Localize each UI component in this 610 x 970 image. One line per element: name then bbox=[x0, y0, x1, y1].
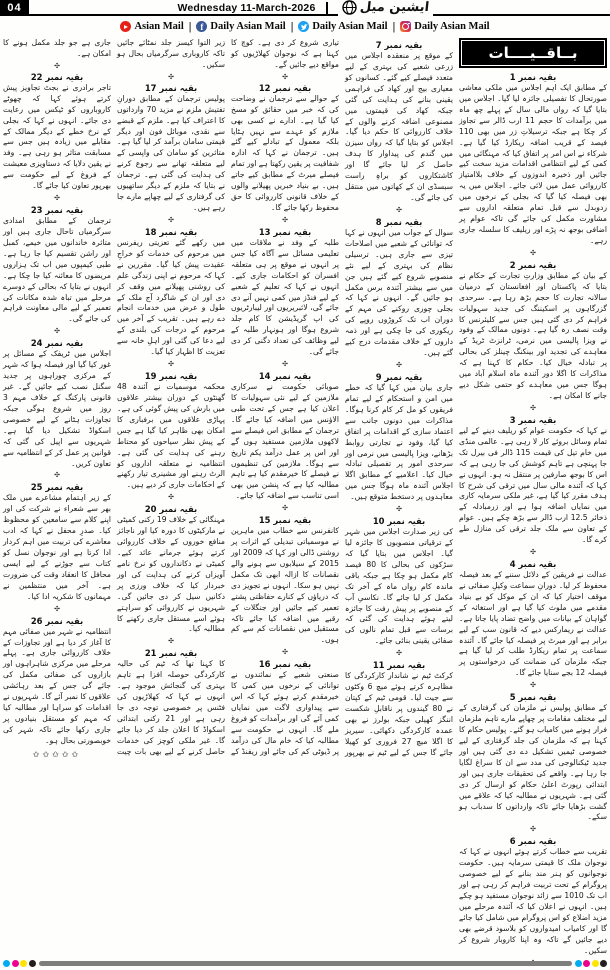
article-section bbox=[231, 515, 339, 656]
masthead-logo bbox=[338, 0, 433, 18]
social-label: Daily Asian Mail bbox=[414, 21, 490, 32]
article-text: نے کہا کہ حکومت عوام کو ریلیف دینے کے لیے تمام وسائل بروئے کار لا رہی ہے۔ عالمی منڈی میں خام تیل کی قیمت 115 ڈالر فی بیرل تک جا پہنچی ہے تاہم کوشش کی جا رہی ہے کہ اس کا بوجھ صارفین پر منتقل نہ ہو۔ انہوں نے کہا کہ آئندہ مالی سال میں ترقی کی شرح کا ہدف مقرر کیا گیا ہے، غیر ملکی سرمایہ کاری میں نمایاں اضافہ ہوا ہے اور زرمبادلہ کے ذخائر 12.5 ارب ڈالر سے بڑھ چکے ہیں۔ عوام کے تعاون سے ملک جلد ترقی کی منازل طے کرے گا۔ bbox=[459, 425, 608, 545]
continuation-marker: بقیہ نمبر 21 bbox=[144, 648, 198, 659]
section-ornament: ✣ bbox=[530, 825, 536, 834]
section-ornament: ✣ bbox=[530, 681, 536, 690]
article-section bbox=[459, 260, 607, 412]
section-ornament: ✣ bbox=[168, 215, 174, 224]
registration-dot bbox=[575, 960, 582, 967]
continuation-marker: بقیہ نمبر 3 bbox=[509, 414, 557, 425]
continuation-marker: بقیہ نمبر 15 bbox=[258, 515, 312, 526]
header-divider bbox=[326, 2, 328, 14]
continuation-marker: بقیہ نمبر 16 bbox=[258, 659, 312, 670]
article-section bbox=[3, 72, 111, 202]
section-ornament: ✣ bbox=[54, 194, 60, 203]
continuation-marker: بقیہ نمبر 11 bbox=[372, 660, 426, 671]
article-text: کی زیر صدارت اجلاس میں شہر کے ترقیاتی منصوبوں کا جائزہ لیا گیا۔ اجلاس میں بتایا گیا کہ سڑکوں کی بحالی کا 80 فیصد کام مکمل ہو چکا ہے جبکہ باقی ماندہ کام رواں ماہ کے آخر تک مکمل کر لیا جائے گا۔ نکاسیِ آب کے منصوبے پر پیش رفت کا جائزہ لیتے ہوئے ہدایت کی گئی کہ برسات سے قبل تمام نالوں کی صفائی یقینی بنائی جائے۔ bbox=[345, 527, 453, 646]
article-section bbox=[459, 692, 607, 833]
continuation-marker: بقیہ نمبر 12 bbox=[258, 82, 312, 93]
section-ornament: ✣ bbox=[282, 504, 288, 513]
article-text: کا کہنا تھا کہ ٹیم کی حالیہ کارکردگی حوصلہ افزا ہے تاہم بہتری کی گنجائش موجود ہے۔ انہوں نے کہا کہ کھلاڑیوں کی فٹنس پر خصوصی توجہ دی جا رہی ہے اور 21 رکنی ابتدائی اسکواڈ کا اعلان جلد کر دیا جائے گا۔ غیر ملکی کوچز کی خدمات حاصل کرنے کے لیے بھی بات چیت جاری ہے جو جلد مکمل ہونے کا امکان ہے۔ bbox=[3, 38, 225, 756]
section-ornament: ✣ bbox=[530, 248, 536, 257]
registration-dot bbox=[600, 960, 607, 967]
article-text: اجلاس میں ٹریفک کے مسائل پر غور کیا گیا اور فیصلہ ہوا کہ شہر کے مرکزی چوراہوں پر جدید سگنل نصب کیے جائیں گے۔ غیر قانونی پارکنگ کے خلاف مہم 3 روز میں شروع ہوگی جبکہ تجاوزات ہٹانے کے لیے خصوصی اسکواڈ تشکیل دیا گیا ہے۔ شہریوں سے اپیل کی گئی کہ قوانین پر عمل کر کے انتظامیہ سے تعاون کریں۔ bbox=[3, 349, 111, 468]
continuation-marker: بقیہ نمبر 2 bbox=[509, 259, 557, 270]
section-ornament: ✣ bbox=[54, 327, 60, 336]
article-section bbox=[345, 217, 453, 369]
article-text: کے موقع پر منعقدہ اجلاس میں زرعی شعبے کی بہتری کے لیے متعدد فیصلے کیے گئے۔ کسانوں کو معیاری بیج اور کھاد کی فراہمی یقینی بنانے کی ہدایت کی گئی جبکہ کھاد کی قیمتوں میں مصنوعی اضافہ کرنے والوں کے خلاف کارروائی کا حکم دیا گیا۔ اجلاس کو بتایا گیا کہ رواں سیزن میں گندم کی پیداوار کا ہدف حاصل کر لیا جائے گا اور کاشتکاروں کو براہِ راست سبسڈی ان کے کھاتوں میں منتقل کی جائے گی۔ bbox=[345, 51, 453, 202]
article-text: صوبائی حکومت نے سرکاری ملازمین کے لیے نئی سہولیات کا اعلان کیا ہے جس کے تحت طبی الاؤنس میں اضافہ کیا جائے گا۔ ترجمان کے مطابق اس فیصلے سے لاکھوں ملازمین مستفید ہوں گے اور اس پر عمل درآمد یکم تاریخ سے ہوگا۔ ملازمین کی تنظیموں نے فیصلے کا خیرمقدم کیا ہے تاہم مطالبہ کیا ہے کہ پنشن میں بھی اسی تناسب سے اضافہ کیا جائے۔ bbox=[231, 382, 339, 501]
article-section bbox=[117, 227, 225, 368]
social-separator: | bbox=[392, 19, 396, 33]
continuation-marker: بقیہ نمبر 19 bbox=[144, 371, 198, 382]
article-text: محکمہ موسمیات نے آئندہ 48 گھنٹوں کے دوران بیشتر علاقوں میں بارش کی پیش گوئی کی ہے۔ پہاڑی علاقوں میں برفباری کا امکان بھی ظاہر کیا گیا ہے جس کے پیش نظر سیاحوں کو محتاط رہنے کی ہدایت کی گئی ہے۔ انتظامیہ نے متعلقہ اداروں کو الرٹ رہنے اور مشینری تیار رکھنے کے احکامات جاری کر دیے ہیں۔ bbox=[117, 382, 225, 490]
article-section bbox=[3, 482, 111, 612]
section-ornament: ✣ bbox=[54, 471, 60, 480]
continuation-marker: بقیہ نمبر 4 bbox=[509, 559, 557, 570]
section-ornament: ✣ bbox=[396, 205, 402, 214]
article-text: طلبہ کے وفد نے ملاقات میں تعلیمی مسائل سے آگاہ کیا جس پر انہوں نے موقع پر ہی متعلقہ افسران کو احکامات جاری کیے۔ انہوں نے کہا کہ تعلیم کے شعبے کے لیے فنڈز میں کمی نہیں آنے دی جائے گی، لائبریریوں اور لیبارٹریوں کی اپ گریڈیشن کا کام جلد شروع ہوگا اور ہونہار طلبہ کے لیے وظائف کی تعداد دگنی کر دی جائے گی۔ bbox=[231, 237, 339, 357]
facebook-icon: f bbox=[196, 21, 207, 32]
social-label: Asian Mail bbox=[134, 21, 184, 32]
social-item-youtube bbox=[120, 21, 183, 32]
registration-bar bbox=[39, 961, 572, 966]
continuation-marker: بقیہ نمبر 7 bbox=[375, 40, 423, 50]
continuation-marker: بقیہ نمبر 23 bbox=[30, 205, 84, 216]
article-text: پولیس ترجمان کے مطابق دورانِ تفتیش ملزم نے مزید 70 وارداتوں کا اعتراف کیا ہے۔ ملزم کے قبضے سے نقدی، موبائل فون اور دیگر قیمتی سامان برآمد کر لیا گیا ہے۔ متاثرین کو سامان کی واپسی کے لیے متعلقہ تھانے سے رجوع کرنے کی ہدایت کی گئی ہے۔ ترجمان نے بتایا کہ ملزم کے دیگر ساتھیوں کی گرفتاری کے لیے چھاپے مارے جا رہے ہیں۔ bbox=[117, 93, 225, 212]
article-section bbox=[459, 72, 607, 257]
social-item-twitter bbox=[298, 21, 387, 32]
continuation-marker: بقیہ نمبر 9 bbox=[375, 371, 423, 382]
article-text: کے زیر اہتمام مشاعرے میں ملک بھر سے شعراء نے شرکت کی اور اپنے کلام سے سامعین کو محظوظ کیا۔ صدرِ محفل نے کہا کہ ادب معاشرے کی تربیت میں اہم کردار ادا کرتا ہے اور نوجوان نسل کو کتاب سے جوڑنے کے لیے ایسی محافل کا انعقاد وقت کی ضرورت ہے۔ آخر میں منتظمین نے مہمانوں کا شکریہ ادا کیا۔ bbox=[3, 493, 111, 601]
article-section bbox=[345, 516, 453, 657]
continuation-marker: بقیہ نمبر 24 bbox=[30, 338, 84, 349]
article-text: صنعتی شعبے کے نمائندوں نے توانائی کے نرخوں میں کمی کا خیرمقدم کرتے ہوئے کہا کہ اس سے پیداواری لاگت میں نمایاں کمی آئے گی اور برآمدات کو فروغ ملے گا۔ انہوں نے حکومت سے مطالبہ کیا کہ خام مال کی درآمد پر ڈیوٹی کم کی جائے اور ریفنڈ کے زیر التوا کیسز جلد نمٹائے جائیں تاکہ کاروباری سرگرمیاں بحال ہو سکیں۔ bbox=[117, 38, 339, 756]
section-ornament: ✣ bbox=[530, 403, 536, 412]
registration-dots-right bbox=[575, 960, 608, 967]
continuation-marker: بقیہ نمبر 17 bbox=[144, 82, 198, 93]
article-text: عدالت نے فریقین کے دلائل سننے کے بعد فیصلہ محفوظ کر لیا۔ دورانِ سماعت وکیلِ صفائی نے موقف اختیار کیا کہ ان کے موکل کو بے بنیاد مقدمے میں ملوث کیا گیا ہے اور استغاثہ کے گواہان کے بیانات میں واضح تضاد پایا جاتا ہے۔ عدالت نے ریمارکس دیے کہ قانون سب کے لیے برابر ہے اور میرٹ پر فیصلہ کیا جائے گا۔ آئندہ سماعت پر تمام ریکارڈ طلب کر لیا گیا ہے جبکہ ملزمان کی ضمانت کی درخواستوں پر فیصلہ 12 بجے سنایا جائے گا۔ bbox=[459, 570, 607, 678]
continuation-marker: بقیہ نمبر 13 bbox=[258, 226, 312, 237]
registration-dot bbox=[592, 960, 599, 967]
youtube-icon bbox=[120, 21, 131, 32]
article-text: کے مطابق پولیس نے ملزمان کی گرفتاری کے لیے مختلف مقامات پر چھاپے مارے تاہم ملزمان فرار ہونے میں کامیاب ہو گئے۔ پولیس حکام کا کہنا ہے کہ ملزمان کی جلد گرفتاری کے لیے خصوصی ٹیمیں تشکیل دے دی گئی ہیں اور جدید ٹیکنالوجی کی مدد سے ان کا سراغ لگایا جا رہا ہے۔ واقعے کی تحقیقات جاری ہیں اور ابتدائی رپورٹ اعلیٰ حکام کو ارسال کر دی گئی ہے۔ شہریوں نے مطالبہ کیا کہ علاقے میں گشت بڑھایا جائے تاکہ وارداتوں کا سدباب ہو سکے۔ bbox=[459, 703, 607, 822]
section-banner: بــاقــیــــات bbox=[459, 38, 607, 68]
article-section bbox=[3, 205, 111, 335]
article-text: انتظامیہ نے شہر میں صفائی مہم کا آغاز کر دیا ہے اور تجاوزات کے خلاف کارروائی جاری ہے۔ پہلے مرحلے میں مرکزی شاہراہوں اور بازاروں کی صفائی مکمل کی جائے گی جس کے بعد رہائشی علاقوں کا نمبر آئے گا۔ شہریوں نے اقدامات کو سراہا اور مطالبہ کیا کہ مہم کو مستقل بنیادوں پر جاری رکھا جائے تاکہ شہر کی خوبصورتی بحال ہو۔ bbox=[3, 626, 111, 745]
section-ornament: ✣ bbox=[396, 505, 402, 514]
section-ornament: ✣ bbox=[282, 648, 288, 657]
header-center bbox=[0, 0, 610, 15]
social-item-facebook bbox=[196, 21, 285, 32]
article-section bbox=[231, 371, 339, 512]
article-text: کے بیان کے مطابق وزارتِ تجارت کے حکام نے بتایا کہ پاکستان اور افغانستان کے درمیان سالانہ تجارت کا حجم بڑھ رہا ہے۔ سرحدی گزرگاہوں پر اسکیننگ کی جدید سہولیات فراہم کر دی گئی ہیں جس سے کلیئرنس کا وقت نصف رہ گیا ہے۔ دونوں ممالک کے وفود نے ویزا پالیسی میں نرمی، ٹرانزٹ ٹریڈ کے معاہدے کی تجدید اور بینکنگ چینلز کی بحالی پر تبادلہ خیال کیا۔ حکام کا کہنا ہے کہ مذاکرات کا اگلا دور آئندہ ماہ اسلام آباد میں ہوگا جس میں معاہدے کو حتمی شکل دیے جانے کا امکان ہے۔ bbox=[459, 270, 607, 400]
continuation-marker: بقیہ نمبر 25 bbox=[30, 482, 84, 493]
continuation-marker: بقیہ نمبر 26 bbox=[30, 615, 84, 626]
article-section bbox=[117, 504, 225, 645]
articles-right-region bbox=[459, 72, 607, 967]
article-text: سوال کے جواب میں انہوں نے کہا کہ توانائی کے شعبے میں اصلاحات تیزی سے جاری ہیں۔ ترسیلی نظام کی بہتری کے لیے نئے منصوبے شروع کیے گئے ہیں جن میں سے بیشتر آئندہ برس مکمل ہو جائیں گے۔ انہوں نے کہا کہ بجلی چوری روکنے کی مہم کے دوران اب تک کروڑوں روپے کی ریکوری کی جا چکی ہے اور ذمہ داروں کے خلاف مقدمات درج کیے گئے ہیں۔ bbox=[345, 227, 453, 358]
article-text: کانفرنس سے خطاب میں ماہرین نے موسمیاتی تبدیلی کے اثرات پر روشنی ڈالی اور کہا کہ 2009 اور 2015 کے سیلابوں سے ہونے والے نقصانات کا ازالہ ابھی تک مکمل نہیں ہو سکا۔ انہوں نے تجویز دی کہ دریاؤں کے کنارے حفاظتی پشتے تعمیر کیے جائیں اور جنگلات کے رقبے میں اضافہ کیا جائے تاکہ مستقبل میں نقصانات کم سے کم ہوں۔ bbox=[231, 526, 339, 645]
article-text: جاری بیان میں کہا گیا کہ خطے میں امن و استحکام کے لیے تمام فریقوں کو مل کر کام کرنا ہوگا۔ مذاکرات میں دونوں جانب سے اعتماد سازی کے اقدامات پر اتفاق کیا گیا، وفود نے تجارتی روابط بڑھانے، ویزا پالیسی میں نرمی اور سرحدی امور پر تفصیلی تبادلہ خیال کیا۔ اعلامیے کے مطابق اگلا اجلاس آئندہ ماہ ہوگا جس میں معاہدوں پر دستخط متوقع ہیں۔ bbox=[345, 382, 453, 502]
page-body bbox=[3, 38, 608, 955]
continuation-marker: بقیہ نمبر 18 bbox=[144, 226, 198, 237]
continuation-marker: بقیہ نمبر 1 bbox=[509, 72, 557, 82]
section-ornament: ✣ bbox=[530, 548, 536, 557]
social-separator: | bbox=[188, 19, 192, 33]
section-ornament: ✣ bbox=[168, 72, 174, 81]
registration-dot bbox=[12, 960, 19, 967]
section-ornament: ✣ bbox=[396, 649, 402, 658]
continuation-marker: بقیہ نمبر 10 bbox=[372, 516, 426, 527]
registration-dot bbox=[3, 960, 10, 967]
print-registration-strip bbox=[3, 959, 607, 968]
section-ornament: ✣ bbox=[54, 604, 60, 613]
baqiyat-column bbox=[459, 38, 608, 955]
article-section bbox=[345, 372, 453, 513]
continuation-marker: بقیہ نمبر 8 bbox=[375, 216, 423, 227]
article-section bbox=[459, 836, 607, 966]
social-separator: | bbox=[290, 19, 294, 33]
masthead-title: ایشین میل bbox=[358, 0, 430, 15]
article-section bbox=[3, 616, 111, 759]
article-section bbox=[459, 559, 607, 689]
instagram-icon bbox=[400, 21, 411, 32]
section-ornament: ✣ bbox=[282, 360, 288, 369]
continuation-marker: بقیہ نمبر 22 bbox=[30, 71, 84, 82]
social-item-instagram bbox=[400, 21, 489, 32]
registration-dots-left bbox=[3, 960, 36, 967]
section-ornament: ✣ bbox=[168, 637, 174, 646]
article-text: تقریب سے خطاب کرتے ہوئے انہوں نے کہا کہ نوجوان ملک کا قیمتی سرمایہ ہیں۔ حکومت نوجوانوں کو ہنر مند بنانے کے لیے خصوصی پروگرام کے تحت تربیت فراہم کر رہی ہے اور اب تک 1010 سے زائد نوجوان مستفید ہو چکے ہیں۔ انہوں نے اعلان کیا کہ آئندہ مرحلے میں مزید اضلاع کو اس پروگرام میں شامل کیا جائے گا اور کامیاب امیدواروں کو بلاسود قرضے بھی دیے جائیں گے تاکہ وہ اپنا کاروبار شروع کر سکیں۔ bbox=[459, 847, 607, 955]
article-section bbox=[3, 338, 111, 479]
continuation-marker: بقیہ نمبر 20 bbox=[144, 504, 198, 515]
article-text: مہنگائی کے خلاف 19 رکنی کمیٹی نے مارکیٹوں کا دورہ کیا اور ناجائز منافع خوروں کے خلاف کارروائی کرتے ہوئے جرمانے عائد کیے۔ کمیٹی نے دکانداروں کو نرخ نامے آویزاں کرنے کی ہدایت کی اور خبردار کیا کہ خلاف ورزی پر دکانیں سیل کر دی جائیں گی۔ شہریوں نے کارروائی کو سراہتے ہوئے اسے مستقل جاری رکھنے کا مطالبہ کیا۔ bbox=[117, 515, 225, 634]
globe-icon bbox=[342, 0, 357, 15]
social-label: Daily Asian Mail bbox=[312, 21, 388, 32]
article-section bbox=[459, 415, 607, 556]
article-text: کرکٹ ٹیم نے شاندار کارکردگی کا مظاہرہ کرتے ہوئے میچ 6 وکٹوں سے جیت لیا۔ قومی ٹیم کے کپتان نے 80 گیندوں پر ناقابلِ شکست اننگز کھیلی جبکہ بولرز نے بھی عمدہ کارکردگی دکھائی۔ سیریز کا اگلا میچ 27 فروری کو کھیلا جائے گا جس کے لیے ٹیم نے بھرپور تیاری شروع کر دی ہے۔ کوچ کا کہنا ہے کہ نوجوان کھلاڑیوں کو مواقع دیے جائیں گے۔ bbox=[231, 38, 453, 757]
continuation-marker: بقیہ نمبر 5 bbox=[509, 692, 557, 703]
twitter-icon bbox=[298, 21, 309, 32]
article-section bbox=[117, 371, 225, 501]
article-text: میں رکھے گئے تعزیتی ریفرنس میں مرحوم کی خدمات کو خراجِ عقیدت پیش کیا گیا۔ مقررین نے کہا کہ مرحوم نے اپنی زندگی علم کی روشنی پھیلانے میں وقف کر دی اور ان کے شاگرد آج ملک کے طول و عرض میں خدمات انجام دے رہے ہیں۔ تقریب کے آخر میں مرحوم کے درجات کی بلندی کے لیے دعا کی گئی اور اہلِ خانہ سے تعزیت کا اظہار کیا گیا۔ bbox=[117, 237, 225, 357]
section-ornament: ✣ bbox=[282, 215, 288, 224]
social-label: Daily Asian Mail bbox=[210, 21, 286, 32]
article-text: کے حوالے سے ترجمان نے وضاحت کی کہ خبر میں حقائق کو مسخ کیا گیا ہے۔ ادارے نے کسی بھی ملازم کو عہدے سے نہیں ہٹایا بلکہ معمول کے تبادلے کیے گئے ہیں۔ ترجمان نے کہا کہ ادارہ شفافیت پر یقین رکھتا ہے اور تمام فیصلے میرٹ کے مطابق کیے جاتے ہیں۔ بے بنیاد خبریں پھیلانے والوں کے خلاف قانونی کارروائی کا حق محفوظ رکھا جائے گا۔ bbox=[231, 93, 339, 212]
article-text: کے مطابق ایک اہم اجلاس میں ملکی معاشی صورتحال کا تفصیلی جائزہ لیا گیا۔ اجلاس میں بتایا گیا کہ رواں مالی سال کے پہلے چھ ماہ میں برآمدات کا حجم 11 ارب ڈالر سے تجاوز کر چکا ہے جبکہ ترسیلاتِ زر میں بھی 110 فیصد کے قریب اضافہ ریکارڈ کیا گیا ہے۔ شرکاء نے اس امر پر اتفاق کیا کہ مہنگائی میں کمی کے لیے انتظامی اقدامات مزید سخت کیے جائیں اور ذخیرہ اندوزوں کے خلاف بلاامتیاز کارروائی عمل میں لائی جائے۔ اجلاس میں یہ بھی فیصلہ کیا گیا کہ بجلی کے نرخوں میں ردوبدل سے قبل تمام متعلقہ اداروں سے مشاورت مکمل کی جائے گی تاکہ عوام پر اضافی بوجھ نہ پڑے اور ریلیف کا سلسلہ جاری رہے۔ bbox=[459, 83, 607, 245]
page-number-box: 04 bbox=[0, 0, 29, 15]
article-section bbox=[231, 227, 339, 368]
social-bar bbox=[0, 19, 610, 34]
section-ornament: ✣ bbox=[282, 72, 288, 81]
article-text: ترجمان کے مطابق امدادی سرگرمیاں تاحال جاری ہیں اور متاثرہ خاندانوں میں خیمے، کمبل اور راشن تقسیم کیا جا رہا ہے۔ طبی کیمپوں میں اب تک ہزاروں مریضوں کا معائنہ کیا جا چکا ہے۔ انہوں نے بتایا کہ بحالی کے دوسرے مرحلے میں تباہ شدہ مکانات کی تعمیر کے لیے مالی معاونت فراہم کی جائے گی۔ bbox=[3, 216, 111, 324]
section-ornament: ✣ bbox=[396, 360, 402, 369]
article-section bbox=[345, 40, 453, 214]
continuation-marker: بقیہ نمبر 14 bbox=[258, 371, 312, 382]
section-ornament: ✣ bbox=[168, 360, 174, 369]
articles-left-region bbox=[3, 38, 453, 952]
registration-dot bbox=[29, 960, 36, 967]
article-text: تاجر برادری نے بجٹ تجاویز پیش کرتے ہوئے کہا کہ چھوٹے کاروباروں کو ٹیکس میں رعایت دی جائے۔ انہوں نے کہا کہ بجلی کے نرخ خطے کے دیگر ممالک کے مقابلے میں زیادہ ہیں جس سے مسابقت متاثر ہو رہی ہے۔ وفد نے یقین دلایا کہ دستاویزی معیشت کے فروغ کے لیے حکومت سے بھرپور تعاون کیا جائے گا۔ bbox=[3, 82, 111, 191]
article-section bbox=[231, 83, 339, 224]
article-section bbox=[117, 83, 225, 224]
registration-dot bbox=[583, 960, 590, 967]
section-ornament: ✣ bbox=[54, 61, 60, 70]
continuation-marker: بقیہ نمبر 6 bbox=[509, 836, 557, 847]
section-ornament: ✣ bbox=[168, 493, 174, 502]
registration-dot bbox=[20, 960, 27, 967]
page-date: Wednesday 11-March-2026 bbox=[177, 1, 316, 14]
end-stars: ✩✩✩✩✩ bbox=[32, 749, 82, 759]
